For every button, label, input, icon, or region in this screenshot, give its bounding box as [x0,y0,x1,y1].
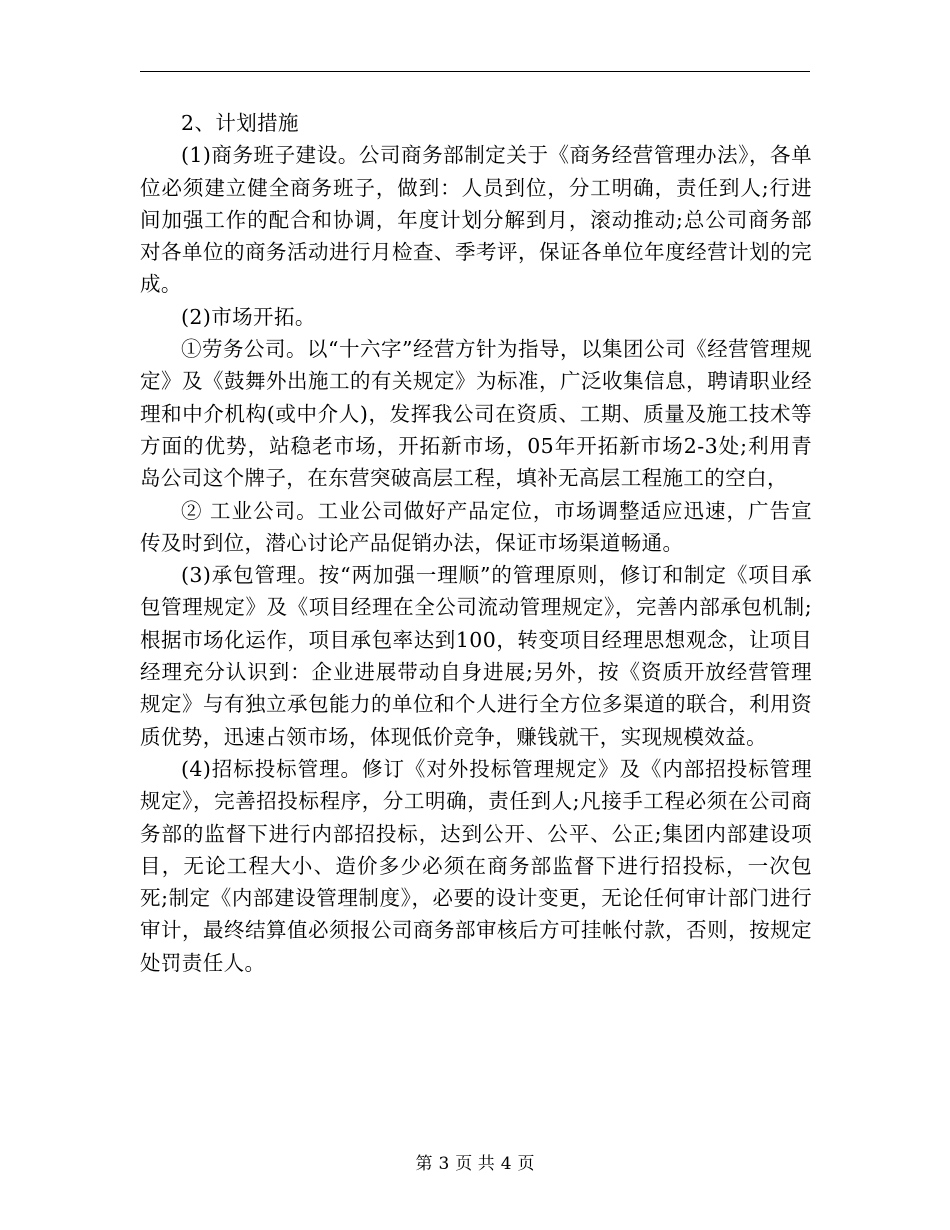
paragraph-industrial-company: ② 工业公司。工业公司做好产品定位，市场调整适应迅速，广告宣传及时到位，潜心讨论产品促销办法，保证市场渠道畅通。 [140,498,812,555]
document-body [140,107,812,979]
paragraph-market-heading: (2)市场开拓。 [181,304,316,329]
footer-suffix: 页 [517,1154,535,1174]
footer-middle: 页 共 [455,1154,495,1174]
paragraph-bidding-management: (4)招标投标管理。修订《对外投标管理规定》及《内部招投标管理规定》，完善招投标程序，分工明确，责任到人;凡接手工程必须在公司商务部的监督下进行内部招投标，达到公开、公平、公正;集团内部建设项目，无论工程大小、造价多少必须在商务部监督下进行招投标，一次包死;制定《内部建设管理制度》，必要的设计变更，无论任何审计部门进行审计，最终结算值必须报公司商务部审核后方可挂帐付款，否则，按规定处罚责任人。 [140,756,812,975]
footer-total-pages: 4 [500,1154,512,1174]
header-rule [140,71,810,72]
paragraph-contract-management: (3)承包管理。按“两加强一理顺”的管理原则，修订和制定《项目承包管理规定》及《项目经理在全公司流动管理规定》，完善内部承包机制;根据市场化运作，项目承包率达到100，转变项目经理思想观念，让项目经理充分认识到：企业进展带动自身进展;另外，按《资质开放经营管理规定》与有独立承包能力的单位和个人进行全方位多渠道的联合，利用资质优势，迅速占领市场，体现低价竞争，赚钱就干，实现规模效益。 [140,563,812,749]
paragraph-labor-company: ①劳务公司。以“十六字”经营方针为指导，以集团公司《经营管理规定》及《鼓舞外出施工的有关规定》为标准，广泛收集信息，聘请职业经理和中介机构(或中介人)，发挥我公司在资质、工期、质量及施工技术等方面的优势，站稳老市场，开拓新市场，05年开拓新市场2-3处;利用青岛公司这个牌子，在东营突破高层工程，填补无高层工程施工的空白， [140,337,812,491]
paragraph-business-team: (1)商务班子建设。公司商务部制定关于《商务经营管理办法》，各单位必须建立健全商务班子，做到：人员到位，分工明确，责任到人;行进间加强工作的配合和协调，年度计划分解到月，滚动推动;总公司商务部对各单位的商务活动进行月检查、季考评，保证各单位年度经营计划的完成。 [140,143,812,297]
section-heading: 2、计划措施 [181,111,299,135]
footer-prefix: 第 [415,1154,433,1174]
page-footer [0,1152,950,1176]
footer-current-page: 3 [438,1154,450,1174]
